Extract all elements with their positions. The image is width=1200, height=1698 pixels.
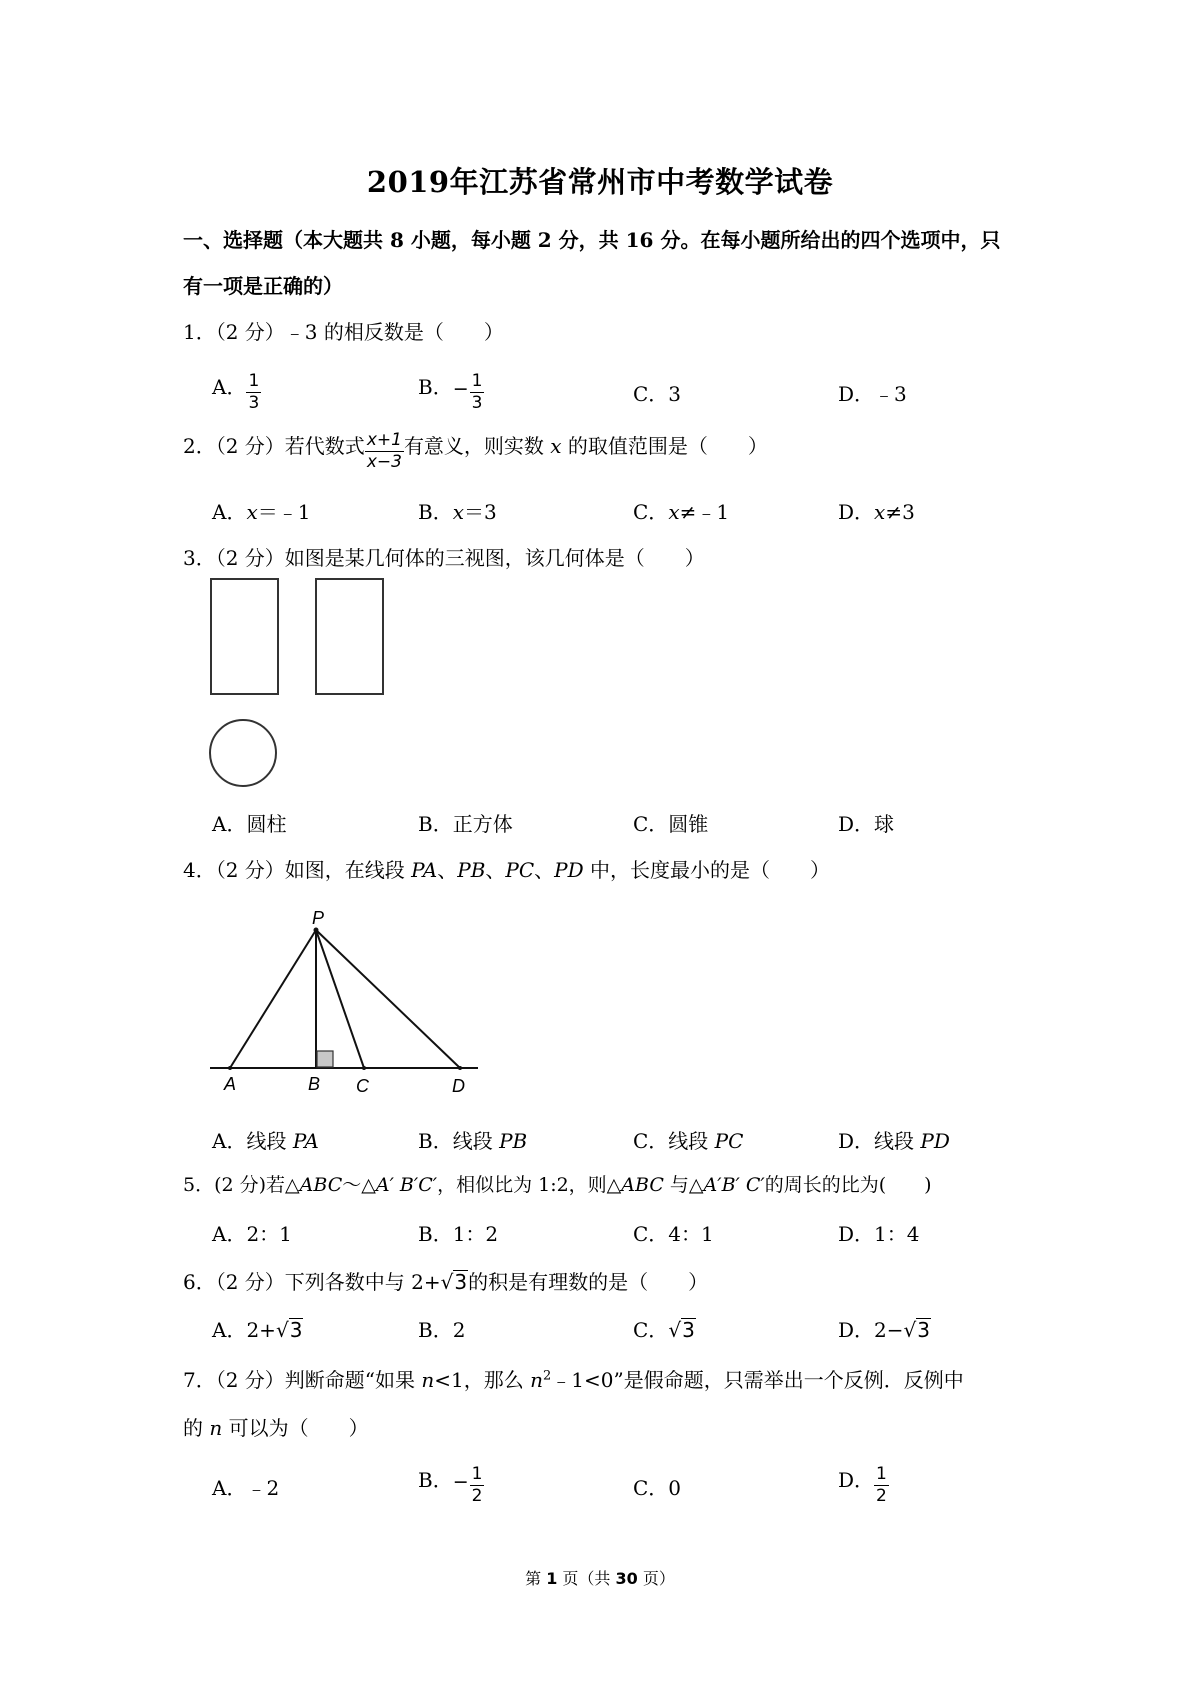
page-title: 2019年江苏省常州市中考数学试卷 [366,165,834,199]
q7-option-a: A．﹣2 [212,1476,280,1500]
q2-option-c: C．x≠﹣1 [633,500,730,524]
q4-stem: 4．（2 分）如图，在线段 PA、PB、PC、PD 中，长度最小的是（ ） [183,858,831,882]
top-view-circle [210,720,276,786]
q5-option-d: D．1：4 [838,1222,920,1246]
q3-option-a: A．圆柱 [212,812,287,836]
q4-option-a: A．线段 PA [212,1129,319,1153]
q6-stem: 6．（2 分）下列各数中与 2+√3的积是有理数的是（ ） [183,1270,709,1294]
q6-option-b: B．2 [418,1318,466,1342]
q6-option-d: D．2−√3 [838,1318,931,1342]
label-a: A [224,1074,237,1094]
q7-stem-line1: 7．（2 分）判断命题“如果 n<1，那么 $n^2﹣1<0$”是假命题，只需举出一个反例．反例中 [183,1368,964,1392]
q1-option-d: D．﹣3 [838,382,907,406]
q1-option-a: A． $\frac{1}{3}$ [212,371,260,413]
sqrt: √3 [440,1270,468,1294]
fraction: $\frac{1}{3}$ [471,371,483,413]
page-footer: 第 1 页（共 30 页） [525,1569,675,1588]
q2-stem: 2．（2 分）若代数式 $\frac{x+1}{x-3}$ 有意义，则实数 x 的取值范围是（ ） [183,430,768,472]
fraction: $\frac{1}{2}$ [471,1464,483,1506]
q4-option-c: C．线段 PC [633,1129,744,1153]
side-view-rect [316,579,383,694]
q1-stem: 1．（2 分）﹣3 的相反数是（ ） [183,320,504,344]
front-view-rect [211,579,278,694]
fraction: $\frac{x+1}{x-3}$ [366,430,402,472]
q2-option-d: D．x≠3 [838,500,915,524]
label-d: D [452,1076,465,1096]
q5-option-c: C．4：1 [633,1222,714,1246]
q2-option-b: B．x＝3 [418,500,497,524]
q4-option-b: B．线段 PB [418,1129,528,1153]
q6-option-c: C．√3 [633,1318,695,1342]
label-p: P [312,908,325,928]
three-view-figure [200,575,400,800]
segment-pd [316,930,460,1068]
q7-option-d: D． $\frac{1}{2}$ [838,1464,887,1506]
q2-option-a: A．x＝﹣1 [212,500,311,524]
fraction: $\frac{1}{3}$ [248,371,260,413]
label-c: C [356,1076,369,1096]
segment-pa [230,930,316,1068]
q1-option-b: B．− $\frac{1}{3}$ [418,371,483,413]
q4-option-d: D．线段 PD [838,1129,950,1153]
q5-option-b: B．1：2 [418,1222,499,1246]
label-b: B [308,1074,321,1094]
q6-option-a: A．2+√3 [212,1318,303,1342]
section-header-line1: 一、选择题（本大题共 8 小题，每小题 2 分，共 16 分。在每小题所给出的四个选项中，只 [183,228,1001,252]
right-angle-mark [317,1051,333,1067]
segment-figure [200,900,500,1100]
q3-option-c: C．圆锥 [633,812,709,836]
q3-stem: 3．（2 分）如图是某几何体的三视图，该几何体是（ ） [183,546,705,570]
q7-option-c: C．0 [633,1476,682,1500]
q1-option-c: C．3 [633,382,682,406]
q5-stem: 5．(2 分)若△ABC～△A′ B′C′，相似比为 1:2，则△ABC 与△A′B′ C′的周长的比为( ) [183,1174,932,1196]
segment-pc [316,930,364,1068]
q7-stem-line2: 的 n 可以为（ ） [183,1416,369,1440]
q3-option-b: B．正方体 [418,812,513,836]
q5-option-a: A．2：1 [212,1222,292,1246]
q7-option-b: B．− $\frac{1}{2}$ [418,1464,483,1506]
section-header-line2: 有一项是正确的） [183,274,343,298]
q3-option-d: D．球 [838,812,895,836]
fraction: $\frac{1}{2}$ [876,1464,887,1506]
